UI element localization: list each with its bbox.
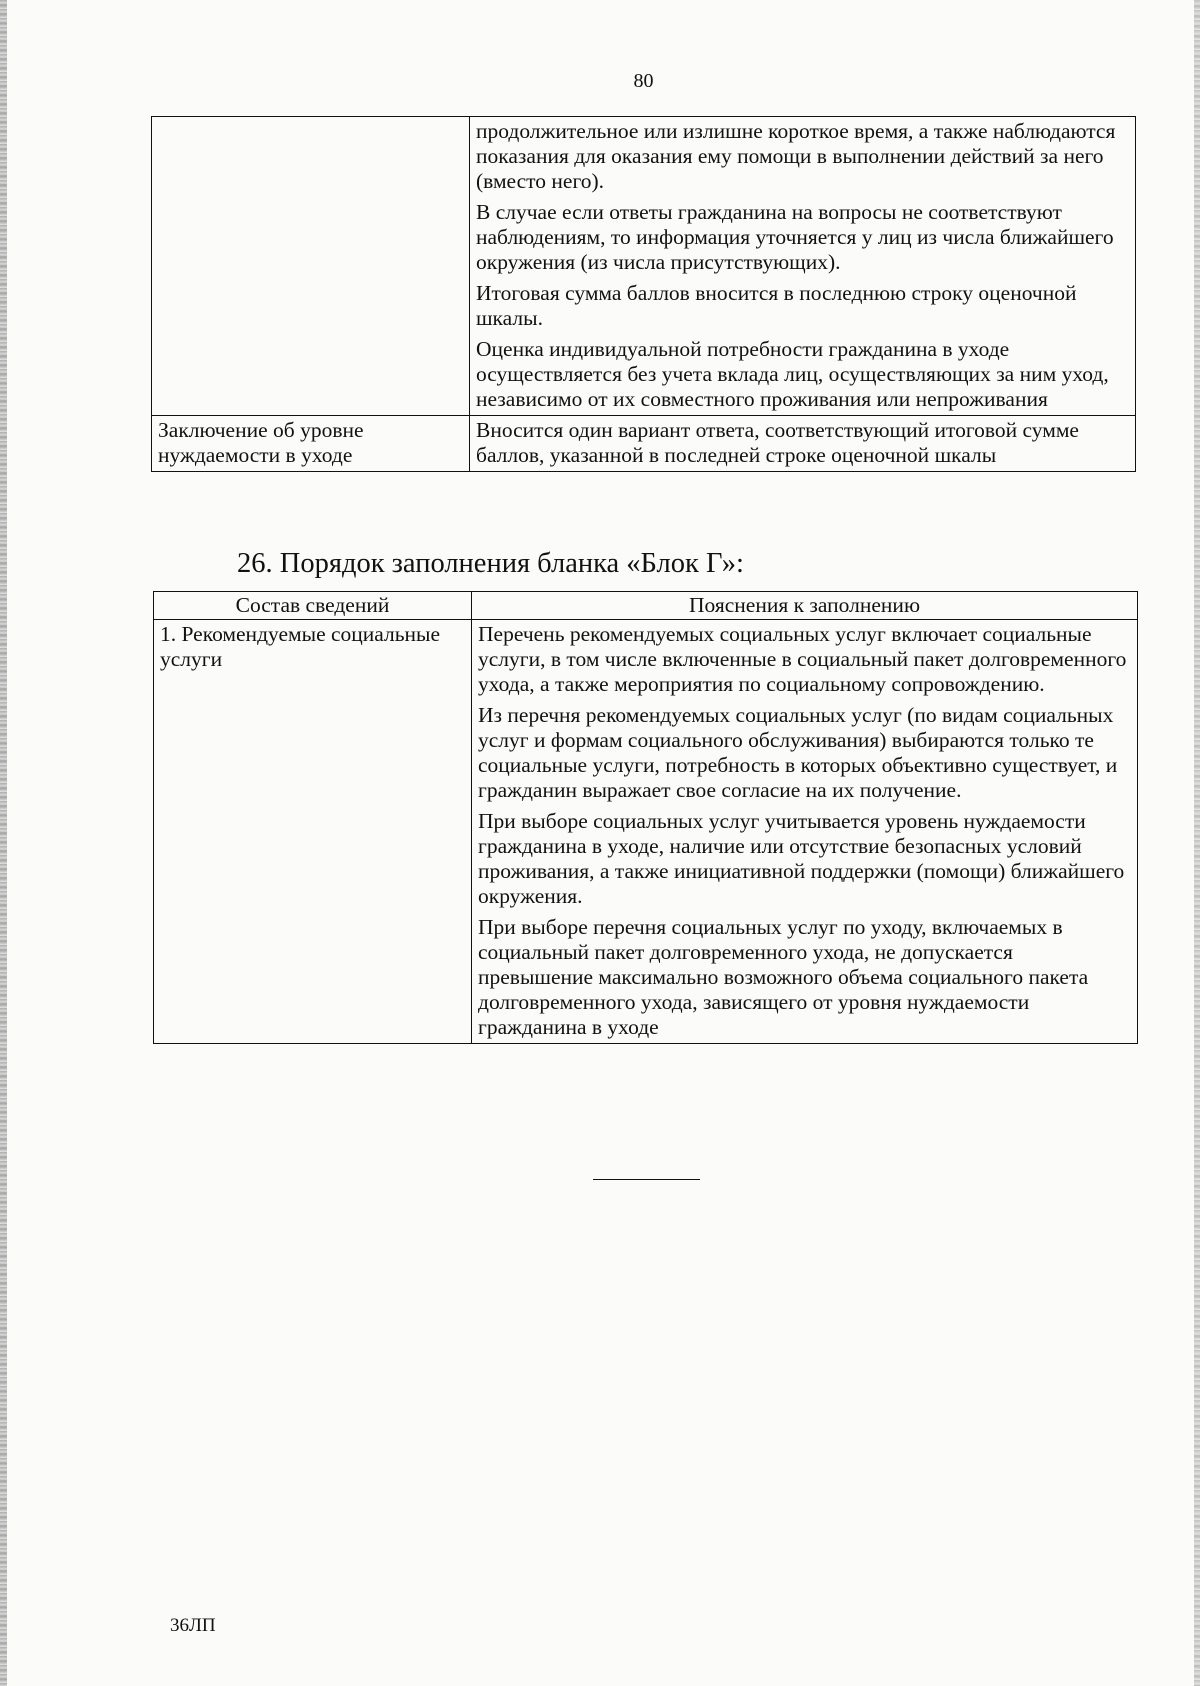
- block-g-table: [153, 591, 1138, 1044]
- paragraph: продолжительное или излишне короткое время, а также наблюдаются показания для оказания ему помощи в выполнении действий за него (вместо него).: [476, 119, 1116, 193]
- paragraph: Вносится один вариант ответа, соответствующий итоговой сумме баллов, указанной в последней строке оценочной шкалы: [476, 418, 1079, 467]
- column-header-composition: Состав сведений: [154, 592, 472, 620]
- table-row: [152, 416, 1136, 472]
- table-row: [152, 117, 1136, 416]
- table-row: [154, 620, 1138, 1044]
- continuation-table: [151, 116, 1136, 472]
- table-cell-explanation: [470, 416, 1136, 472]
- scan-left-edge: [0, 0, 7, 1686]
- section-heading: 26. Порядок заполнения бланка «Блок Г»:: [237, 548, 744, 579]
- page-number: 80: [633, 70, 654, 92]
- column-header-explanations: Пояснения к заполнению: [472, 592, 1138, 620]
- scan-right-edge: [1194, 0, 1200, 1686]
- paragraph: Перечень рекомендуемых социальных услуг включает социальные услуги, в том числе включенные в социальный пакет долговременного ухода, а также мероприятия по социальному сопровождению.: [478, 622, 1127, 696]
- table-cell-label: [152, 117, 470, 416]
- paragraph: Оценка индивидуальной потребности гражданина в уходе осуществляется без учета вклада лиц, осуществляющих за ним уход, независимо от их совместного проживания или непроживания: [476, 337, 1109, 411]
- paragraph: В случае если ответы гражданина на вопросы не соответствуют наблюдениям, то информация уточняется у лиц из числа ближайшего окружения (из числа присутствующих).: [476, 200, 1114, 274]
- end-divider: [593, 1179, 700, 1180]
- table-cell-label: 1. Рекомендуемые социальные услуги: [154, 620, 472, 1044]
- paragraph: Итоговая сумма баллов вносится в последнюю строку оценочной шкалы.: [476, 281, 1077, 330]
- table-cell-label: Заключение об уровне нуждаемости в уходе: [152, 416, 470, 472]
- paragraph: При выборе перечня социальных услуг по уходу, включаемых в социальный пакет долговременного ухода, не допускается превышение максимально возможного объема социального пакета долговременного ухода, зависящего от уровня нуждаемости гражданина в уходе: [478, 915, 1089, 1039]
- table-header-row: [154, 592, 1138, 620]
- paragraph: При выборе социальных услуг учитывается уровень нуждаемости гражданина в уходе, наличие или отсутствие безопасных условий проживания, а также инициативной поддержки (помощи) ближайшего окружения.: [478, 809, 1125, 908]
- table-cell-explanation: [472, 620, 1138, 1044]
- table-cell-explanation: [470, 117, 1136, 416]
- footer-code: 36ЛП: [170, 1615, 216, 1636]
- paragraph: Из перечня рекомендуемых социальных услуг (по видам социальных услуг и формам социального обслуживания) выбираются только те социальные услуги, потребность в которых объективно существует, и гражданин выражает свое согласие на их получение.: [478, 703, 1118, 802]
